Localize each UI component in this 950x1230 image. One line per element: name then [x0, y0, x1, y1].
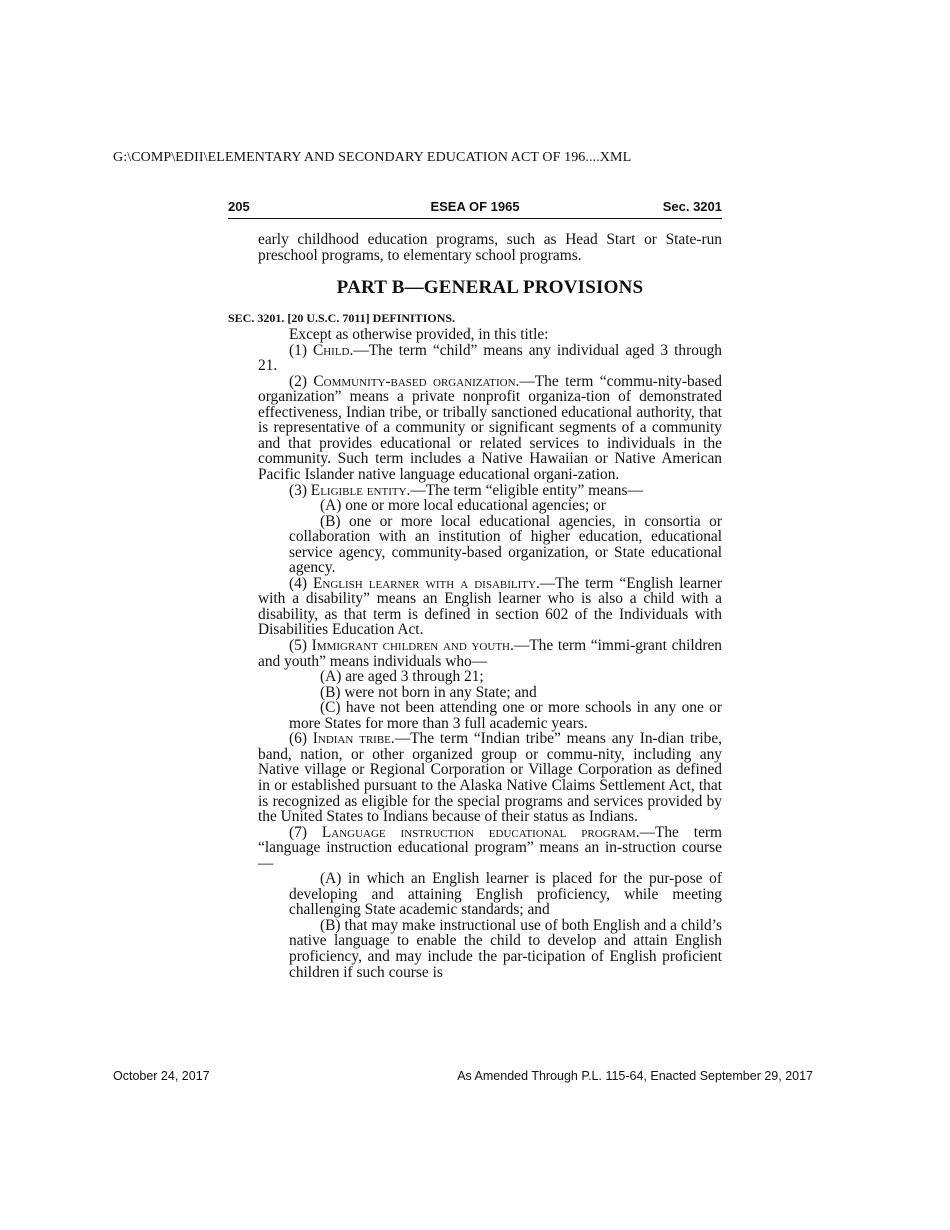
definition-5-a: (A) are aged 3 through 21;: [320, 668, 484, 686]
footer-date: October 24, 2017: [113, 1069, 210, 1083]
section-heading: SEC. 3201. [20 U.S.C. 7011] DEFINITIONS.: [228, 311, 456, 326]
definition-number: (1): [289, 341, 313, 359]
definition-text: .—The term “child” means any individual aged 3 through 21.: [258, 341, 722, 375]
definition-7-b: (B) that may make instructional use of both English and a child’s native language to enable the child to develop and attain English proficiency, and may include the par-ticipation of English proficient children if such course is: [289, 916, 722, 981]
definition-1: [258, 343, 722, 374]
definition-text: .—The term “English learner with a disability” means an English learner who is also a child with a disability, as that term is defined in section 602 of the Individuals with Disabilities Education Act.: [258, 574, 722, 639]
definition-7: [258, 825, 722, 872]
definition-number: (4): [289, 574, 313, 592]
footer-amended-note: As Amended Through P.L. 115-64, Enacted September 29, 2017: [457, 1069, 813, 1083]
definition-term: Eligible entity: [310, 481, 407, 499]
definition-number: (6): [289, 730, 313, 748]
section-reference: Sec. 3201: [662, 199, 722, 214]
definition-number: (2): [289, 372, 314, 390]
definition-term: Child: [312, 341, 350, 359]
definition-text: .—The term “commu-nity-based organization” means a private nonprofit organiza-tion of demonstrated effectiveness, Indian tribe, or tribally sanctioned educational authority, that is representative of a community or significant segments of a community and that provides educational or related services to individuals in the community. Such term includes a Native Hawaiian or Native American Pacific Islander native language educational organi-zation.: [258, 372, 723, 484]
definition-2: [258, 374, 722, 483]
intro-paragraph: Except as otherwise provided, in this title:: [289, 326, 549, 344]
definition-text: .—The term “immi-grant children and youth” means individuals who—: [258, 637, 722, 670]
definition-5-c: (C) have not been attending one or more schools in any one or more States for more than 3 full academic years.: [289, 699, 722, 732]
definition-5-b: (B) were not born in any State; and: [320, 683, 537, 701]
definition-number: (3): [289, 481, 311, 499]
definition-term: English learner with a disability: [312, 574, 536, 592]
definition-4: [258, 576, 722, 638]
continuation-paragraph: early childhood education programs, such as Head Start or State-run preschool programs, to elementary school programs.: [258, 231, 722, 264]
definition-3-b: (B) one or more local educational agencies, in consortia or collaboration with an institution of higher education, educational service agency, community-based organization, or State educational agency.: [289, 512, 722, 577]
file-path: G:\COMP\EDII\ELEMENTARY AND SECONDARY EDUCATION ACT OF 196....XML: [113, 150, 632, 165]
definition-6: [258, 731, 722, 824]
act-title: ESEA OF 1965: [430, 199, 520, 214]
definition-term: Indian tribe: [312, 730, 391, 748]
definition-3: [258, 483, 722, 499]
definition-5: [258, 638, 722, 669]
definition-term: Community-based organization: [313, 372, 516, 390]
definition-term: Language instruction educational program: [321, 823, 636, 841]
running-head: [228, 198, 722, 219]
definition-3-a: (A) one or more local educational agencies; or: [320, 497, 606, 515]
page-number: 205: [228, 199, 250, 214]
definition-text: .—The term “Indian tribe” means any In-dian tribe, band, nation, or other organized group or commu-nity, including any Native village or Regional Corporation or Village Corporation as defined in or established pursuant to the Alaska Native Claims Settlement Act, that is recognized as eligible for the special programs and services provided by the United States to Indians because of their status as Indians.: [258, 730, 723, 826]
document-body: [228, 231, 723, 981]
definition-number: (7): [289, 823, 322, 841]
definition-7-a: (A) in which an English learner is placed for the pur-pose of developing and attaining English proficiency, while meeting challenging State academic standards; and: [289, 870, 722, 919]
part-heading: PART B—GENERAL PROVISIONS: [336, 277, 644, 299]
definition-number: (5): [289, 637, 312, 655]
definition-text: .—The term “language instruction educational program” means an in-struction course—: [258, 823, 722, 872]
definition-text: .—The term “eligible entity” means—: [406, 481, 643, 499]
definition-term: Immigrant children and youth: [311, 637, 510, 655]
